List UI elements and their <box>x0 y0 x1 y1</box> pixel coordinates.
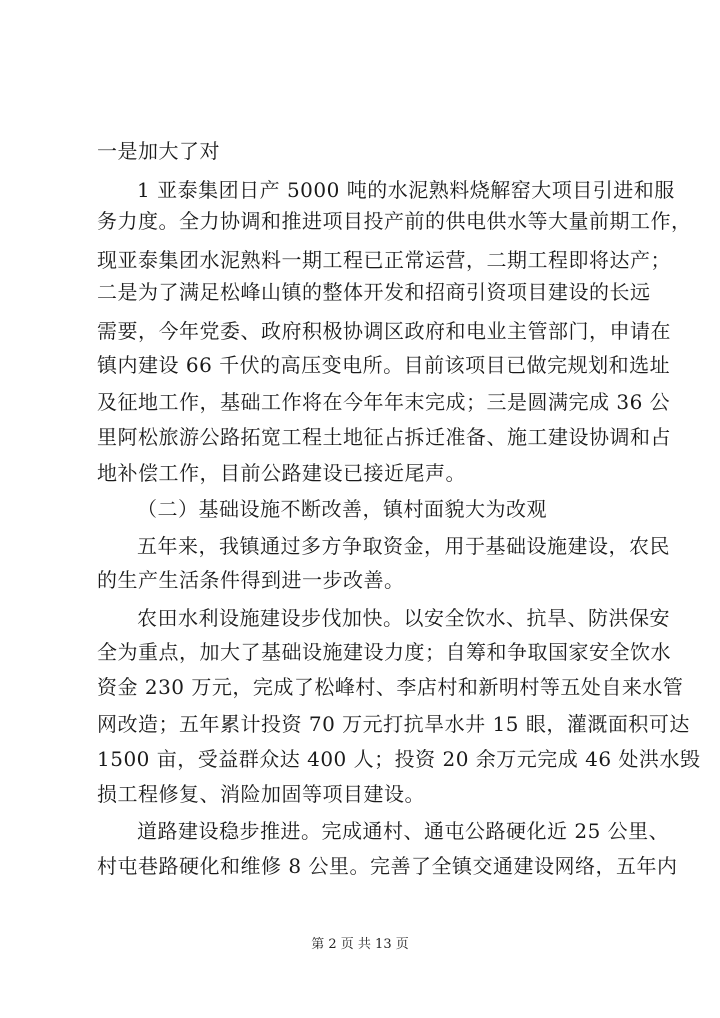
text-line: 全为重点，加大了基础设施建设力度；自筹和争取国家安全饮水 <box>97 640 671 664</box>
text-line: 需要，今年党委、政府积极协调区政府和电业主管部门，申请在 <box>97 319 671 343</box>
text-line: 现亚泰集团水泥熟料一期工程已正常运营，二期工程即将达产； <box>97 248 671 272</box>
text-line: 二是为了满足松峰山镇的整体开发和招商引资项目建设的长远 <box>97 280 651 304</box>
text-line: 及征地工作，基础工作将在今年年末完成；三是圆满完成 36 公 <box>97 390 671 414</box>
text-line: 五年来，我镇通过多方争取资金，用于基础设施建设，农民 <box>137 534 670 558</box>
text-line: 农田水利设施建设步伐加快。以安全饮水、抗旱、防洪保安 <box>137 606 670 630</box>
text-line: 1500 亩，受益群众达 400 人；投资 20 余万元完成 46 处洪水毁 <box>97 747 701 771</box>
text-line: 务力度。全力协调和推进项目投产前的供电供水等大量前期工作， <box>97 209 692 233</box>
page-number-footer: 第 2 页 共 13 页 <box>311 937 409 952</box>
text-line: 损工程修复、消险加固等项目建设。 <box>97 782 425 806</box>
text-line: 的生产生活条件得到进一步改善。 <box>97 568 405 592</box>
text-line: 镇内建设 66 千伏的高压变电所。目前该项目已做完规划和选址 <box>97 353 671 377</box>
text-line: 地补偿工作，目前公路建设已接近尾声。 <box>97 461 466 485</box>
text-line: 资金 230 万元，完成了松峰村、李店村和新明村等五处自来水管 <box>97 675 684 699</box>
text-line: 村屯巷路硬化和维修 8 公里。完善了全镇交通建设网络，五年内 <box>97 854 678 878</box>
text-line: 里阿松旅游公路拓宽工程土地征占拆迁准备、施工建设协调和占 <box>97 425 671 449</box>
text-line: 1 亚泰集团日产 5000 吨的水泥熟料烧解窑大项目引进和服 <box>137 178 675 202</box>
text-line: 道路建设稳步推进。完成通村、通屯公路硬化近 25 公里、 <box>137 819 670 843</box>
text-line: 网改造；五年累计投资 70 万元打抗旱水井 15 眼，灌溉面积可达 <box>97 712 690 736</box>
text-line: 一是加大了对 <box>97 139 220 163</box>
section-heading: （二）基础设施不断改善，镇村面貌大为改观 <box>137 497 547 521</box>
